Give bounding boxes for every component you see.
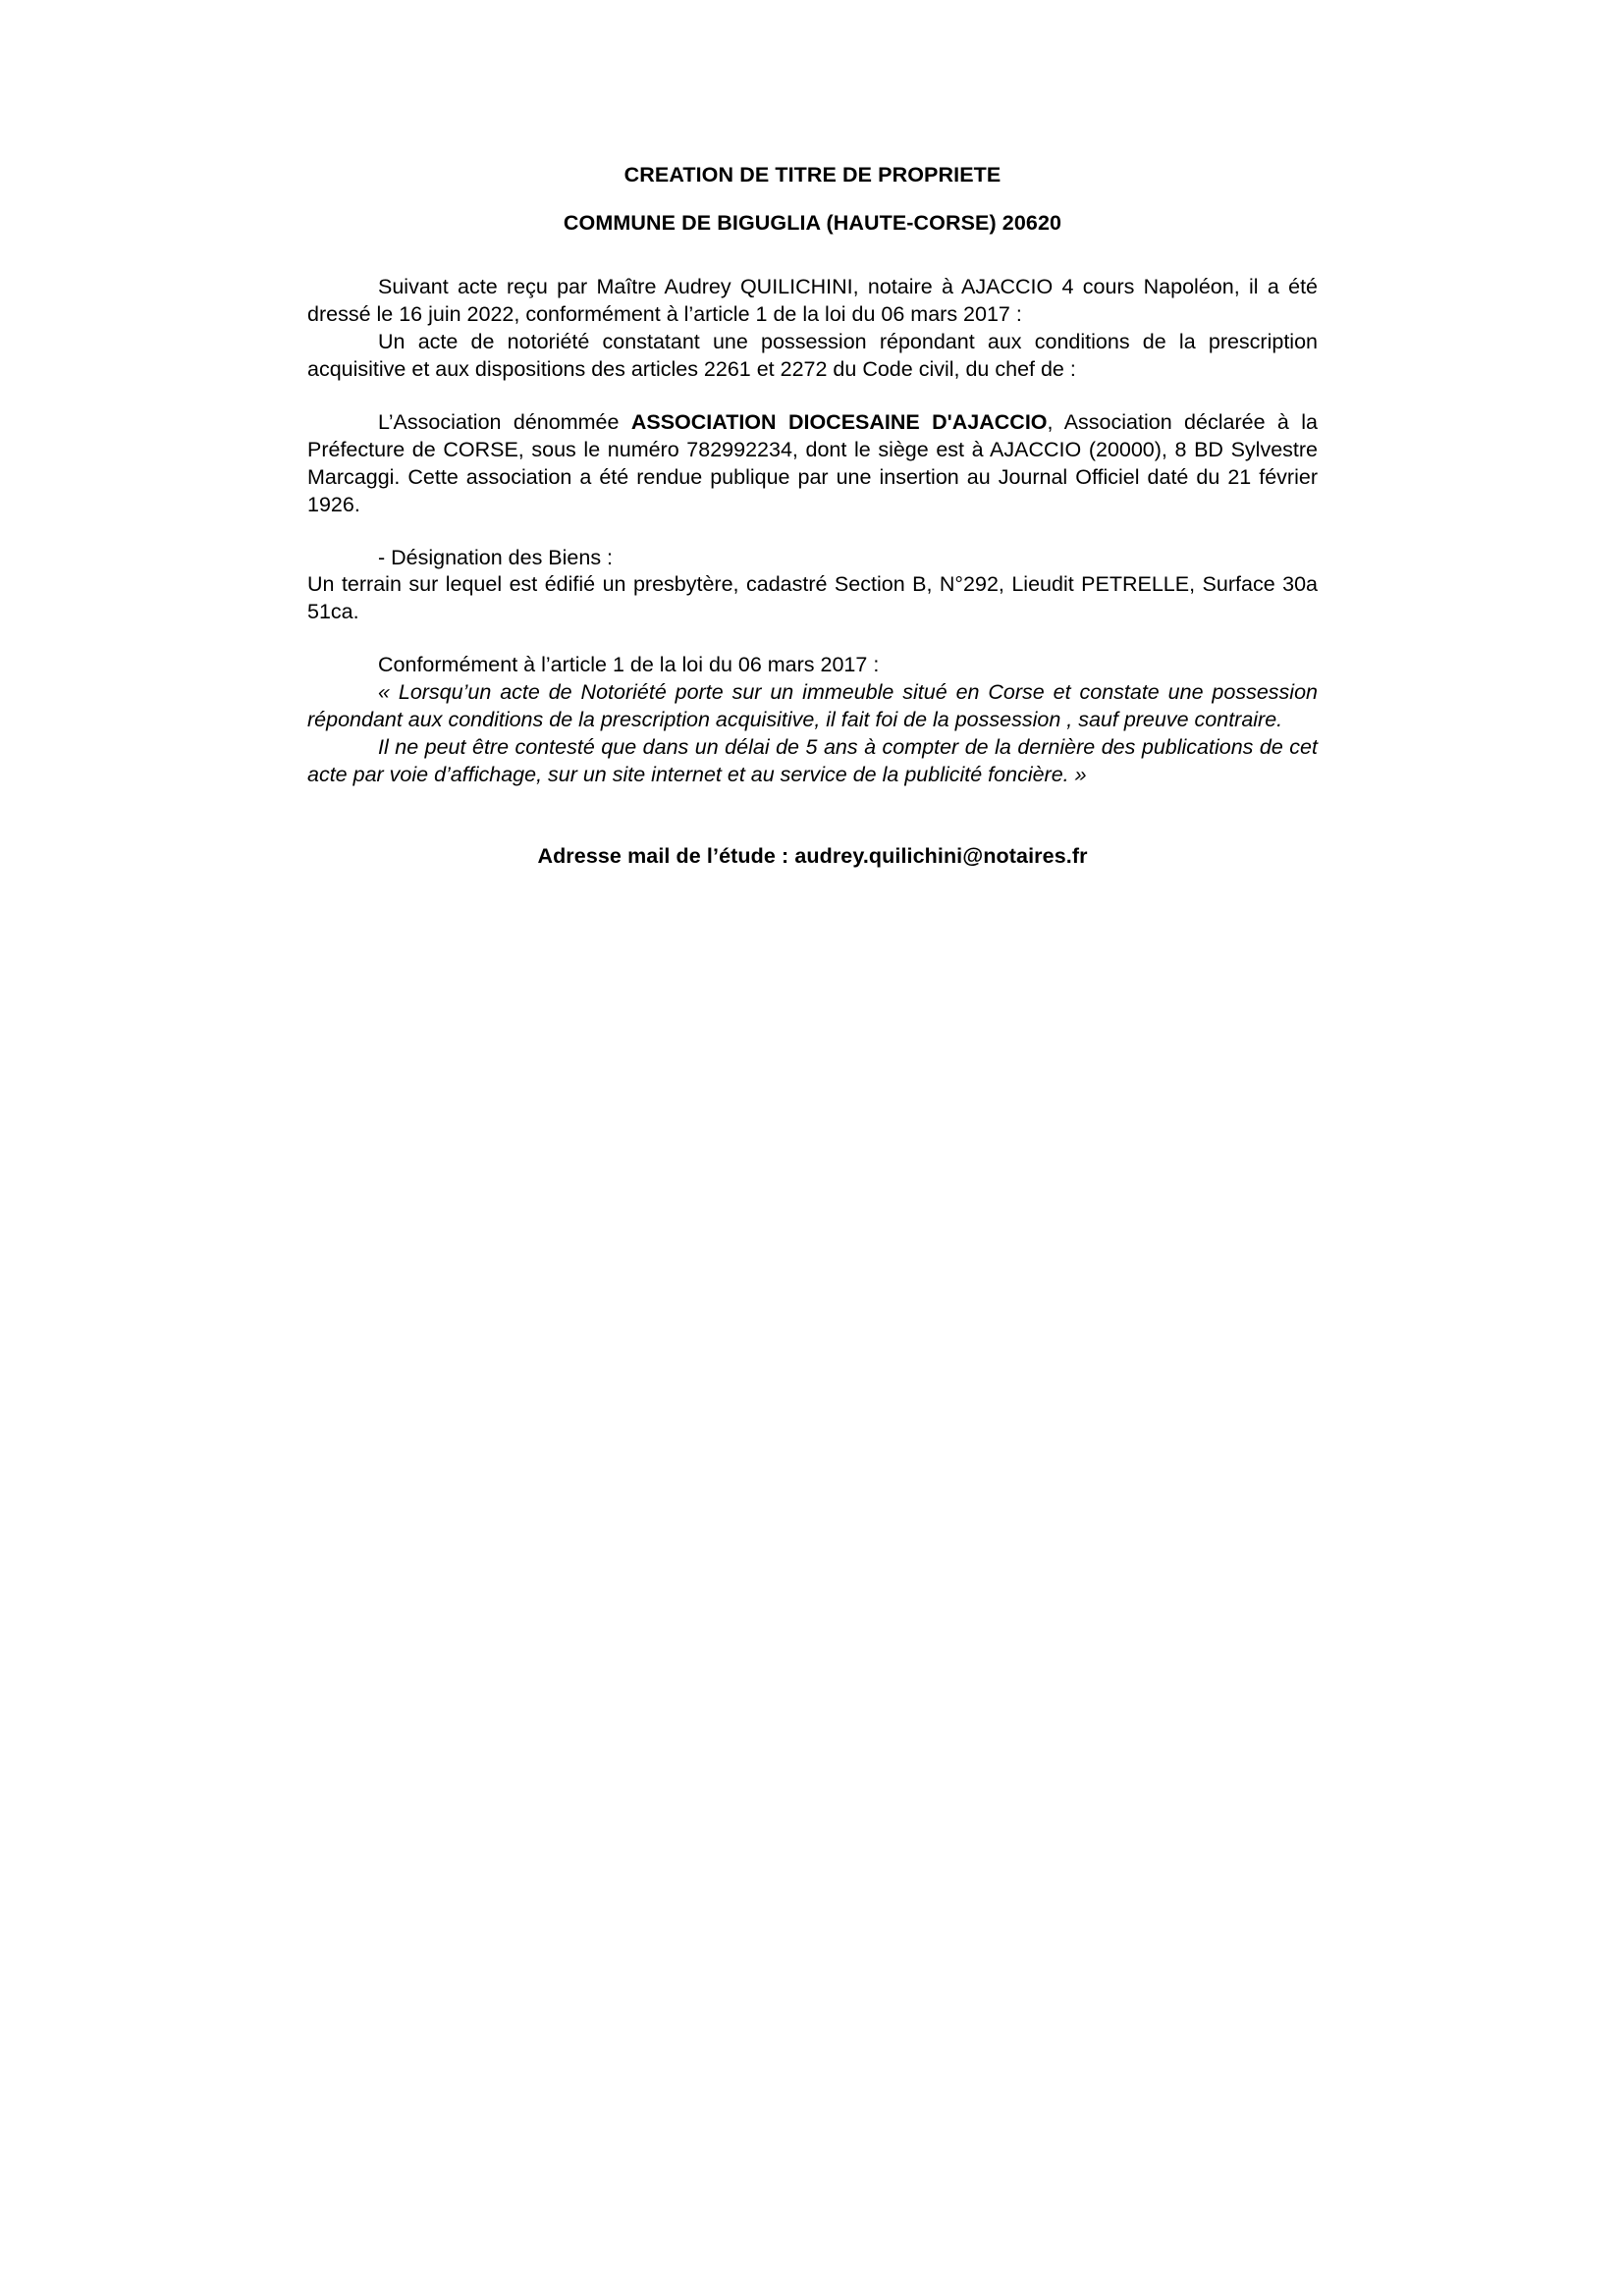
spacer	[307, 626, 1318, 652]
association-prefix: L’Association dénommée	[378, 409, 631, 434]
paragraph-citation-1: « Lorsqu’un acte de Notoriété porte sur un immeuble situé en Corse et constate une possession répondant aux conditions de la prescription acquisitive, il fait foi de la possession , sauf preuve contraire.	[307, 680, 1318, 732]
paragraph-association	[307, 409, 1318, 519]
paragraph-acte-recu: Suivant acte reçu par Maître Audrey QUILICHINI, notaire à AJACCIO 4 cours Napoléon, il a été dressé le 16 juin 2022, conformément à l’article 1 de la loi du 06 mars 2017 :	[307, 275, 1318, 326]
association-name: ASSOCIATION DIOCESAINE D'AJACCIO	[630, 409, 1048, 434]
spacer	[307, 384, 1318, 409]
page-subtitle: COMMUNE DE BIGUGLIA (HAUTE-CORSE) 20620	[563, 210, 1062, 235]
document-body	[307, 165, 1318, 890]
paragraph-conformement: Conformément à l’article 1 de la loi du 06 mars 2017 :	[378, 653, 880, 677]
paragraph-designation-heading: - Désignation des Biens :	[378, 545, 614, 569]
study-email: Adresse mail de l’étude : audrey.quilichini@notaires.fr	[537, 844, 1088, 868]
spacer	[307, 519, 1318, 545]
paragraph-designation-body: Un terrain sur lequel est édifié un presbytère, cadastré Section B, N°292, Lieudit PETRELLE, Surface 30a 51ca.	[307, 572, 1318, 624]
association-suffix: , Association déclarée à la Préfecture de CORSE, sous le numéro 782992234, dont le siège est à AJACCIO (20000), 8 BD Sylvestre Marcaggi. Cette association a été rendue publique par une insertion au Journal Officiel daté du 21 février 1926.	[307, 409, 1318, 516]
paragraph-acte-notoriete: Un acte de notoriété constatant une possession répondant aux conditions de la prescription acquisitive et aux dispositions des articles 2261 et 2272 du Code civil, du chef de :	[307, 329, 1318, 381]
page-title: CREATION DE TITRE DE PROPRIETE	[623, 163, 1001, 187]
document-title-block	[307, 165, 1318, 234]
paragraph-citation-2: Il ne peut être contesté que dans un délai de 5 ans à compter de la dernière des publications de cet acte par voie d’affichage, sur un site internet et au service de la publicité foncière. »	[307, 735, 1318, 787]
